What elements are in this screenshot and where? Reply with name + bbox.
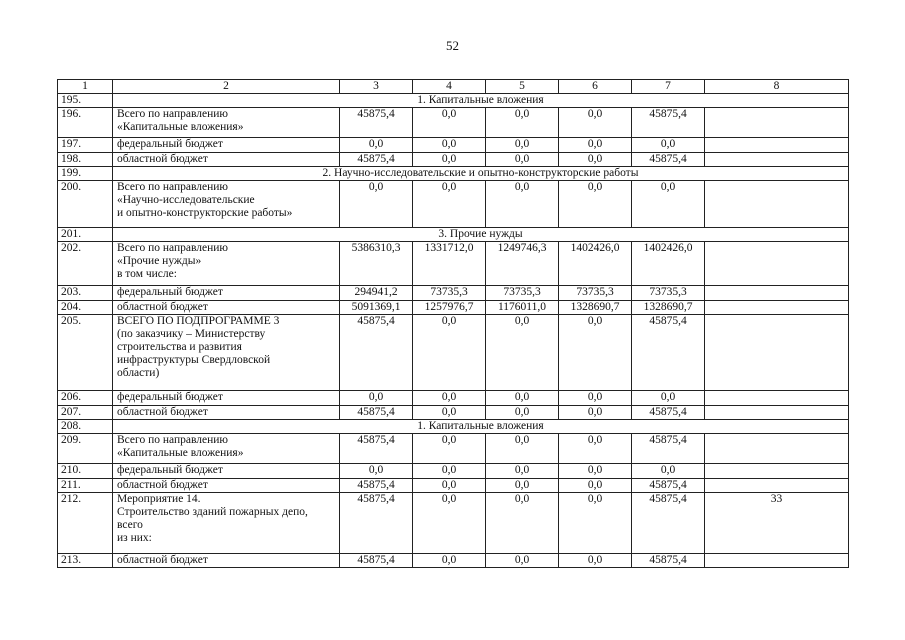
- value-cell: 73735,3: [559, 286, 632, 301]
- value-cell: 0,0: [486, 434, 559, 464]
- value-cell: 45875,4: [632, 479, 705, 493]
- value-cell: 0,0: [486, 315, 559, 391]
- value-cell: 45875,4: [632, 434, 705, 464]
- value-cell: 1257976,7: [413, 301, 486, 315]
- row-number: 200.: [58, 181, 113, 228]
- value-cell: 0,0: [559, 181, 632, 228]
- value-cell: 1331712,0: [413, 242, 486, 286]
- value-cell: 0,0: [559, 108, 632, 138]
- value-cell: 1328690,7: [559, 301, 632, 315]
- row-number: 196.: [58, 108, 113, 138]
- value-cell: 45875,4: [632, 406, 705, 420]
- row-name: Всего по направлению «Капитальные вложения»: [113, 434, 340, 464]
- value-cell: 0,0: [413, 493, 486, 554]
- table-row: [58, 315, 849, 391]
- value-cell: [705, 391, 849, 406]
- budget-table: [57, 79, 849, 568]
- table-row: [58, 301, 849, 315]
- table-row: [58, 434, 849, 464]
- row-number: 201.: [58, 228, 113, 242]
- table-row: [58, 108, 849, 138]
- section-title: 3. Прочие нужды: [113, 228, 849, 242]
- table-row: [58, 406, 849, 420]
- table-row: [58, 138, 849, 153]
- row-name: федеральный бюджет: [113, 286, 340, 301]
- row-name: Всего по направлению «Прочие нужды» в том числе:: [113, 242, 340, 286]
- value-cell: 45875,4: [632, 493, 705, 554]
- value-cell: 33: [705, 493, 849, 554]
- row-name: Всего по направлению «Научно-исследовательские и опытно-конструкторские работы»: [113, 181, 340, 228]
- value-cell: 0,0: [413, 181, 486, 228]
- row-name: Всего по направлению «Капитальные вложения»: [113, 108, 340, 138]
- value-cell: 0,0: [559, 315, 632, 391]
- table-row: [58, 391, 849, 406]
- row-name: областной бюджет: [113, 301, 340, 315]
- section-row: [58, 167, 849, 181]
- value-cell: 0,0: [486, 493, 559, 554]
- value-cell: [705, 286, 849, 301]
- value-cell: 45875,4: [632, 554, 705, 568]
- row-number: 208.: [58, 420, 113, 434]
- value-cell: 0,0: [486, 153, 559, 167]
- row-number: 207.: [58, 406, 113, 420]
- value-cell: [705, 554, 849, 568]
- row-number: 213.: [58, 554, 113, 568]
- column-header: 8: [705, 80, 849, 94]
- column-header: 6: [559, 80, 632, 94]
- value-cell: 0,0: [413, 554, 486, 568]
- column-header: 4: [413, 80, 486, 94]
- row-number: 204.: [58, 301, 113, 315]
- value-cell: 1249746,3: [486, 242, 559, 286]
- value-cell: 0,0: [559, 479, 632, 493]
- value-cell: [705, 315, 849, 391]
- value-cell: 0,0: [340, 391, 413, 406]
- value-cell: 1328690,7: [632, 301, 705, 315]
- value-cell: 45875,4: [340, 108, 413, 138]
- value-cell: 294941,2: [340, 286, 413, 301]
- row-name: областной бюджет: [113, 479, 340, 493]
- value-cell: [705, 153, 849, 167]
- row-number: 211.: [58, 479, 113, 493]
- table-row: [58, 493, 849, 554]
- row-name: областной бюджет: [113, 554, 340, 568]
- value-cell: 45875,4: [632, 315, 705, 391]
- value-cell: 45875,4: [632, 108, 705, 138]
- section-title: 1. Капитальные вложения: [113, 420, 849, 434]
- row-number: 209.: [58, 434, 113, 464]
- table-header-row: [58, 80, 849, 94]
- value-cell: 0,0: [559, 406, 632, 420]
- value-cell: 0,0: [632, 464, 705, 479]
- value-cell: 0,0: [486, 554, 559, 568]
- value-cell: 0,0: [486, 181, 559, 228]
- value-cell: 0,0: [559, 391, 632, 406]
- section-row: [58, 94, 849, 108]
- value-cell: 73735,3: [413, 286, 486, 301]
- row-name: федеральный бюджет: [113, 464, 340, 479]
- value-cell: 73735,3: [486, 286, 559, 301]
- value-cell: 0,0: [486, 479, 559, 493]
- value-cell: 0,0: [413, 315, 486, 391]
- value-cell: 0,0: [340, 464, 413, 479]
- value-cell: 45875,4: [340, 406, 413, 420]
- value-cell: 0,0: [340, 181, 413, 228]
- value-cell: 5386310,3: [340, 242, 413, 286]
- value-cell: 0,0: [413, 108, 486, 138]
- section-row: [58, 228, 849, 242]
- column-header: 1: [58, 80, 113, 94]
- value-cell: 0,0: [559, 464, 632, 479]
- table-row: [58, 479, 849, 493]
- value-cell: [705, 406, 849, 420]
- value-cell: 73735,3: [632, 286, 705, 301]
- value-cell: [705, 138, 849, 153]
- row-number: 210.: [58, 464, 113, 479]
- value-cell: 0,0: [486, 464, 559, 479]
- value-cell: 0,0: [413, 138, 486, 153]
- value-cell: 0,0: [632, 391, 705, 406]
- section-title: 1. Капитальные вложения: [113, 94, 849, 108]
- row-name: Мероприятие 14. Строительство зданий пожарных депо, всего из них:: [113, 493, 340, 554]
- column-header: 5: [486, 80, 559, 94]
- table-row: [58, 153, 849, 167]
- value-cell: 0,0: [559, 493, 632, 554]
- value-cell: 45875,4: [632, 153, 705, 167]
- row-name: федеральный бюджет: [113, 391, 340, 406]
- value-cell: [705, 464, 849, 479]
- section-row: [58, 420, 849, 434]
- table-row: [58, 181, 849, 228]
- row-number: 203.: [58, 286, 113, 301]
- table-row: [58, 554, 849, 568]
- table-row: [58, 242, 849, 286]
- value-cell: 0,0: [486, 108, 559, 138]
- value-cell: 0,0: [559, 153, 632, 167]
- row-number: 206.: [58, 391, 113, 406]
- value-cell: 0,0: [413, 391, 486, 406]
- value-cell: 0,0: [413, 464, 486, 479]
- column-header: 3: [340, 80, 413, 94]
- page-number: 52: [446, 38, 459, 53]
- row-number: 202.: [58, 242, 113, 286]
- row-number: 212.: [58, 493, 113, 554]
- value-cell: 5091369,1: [340, 301, 413, 315]
- value-cell: 45875,4: [340, 493, 413, 554]
- table-row: [58, 464, 849, 479]
- row-number: 205.: [58, 315, 113, 391]
- value-cell: [705, 434, 849, 464]
- section-title: 2. Научно-исследовательские и опытно-конструкторские работы: [113, 167, 849, 181]
- value-cell: 0,0: [559, 138, 632, 153]
- value-cell: [705, 181, 849, 228]
- value-cell: 45875,4: [340, 434, 413, 464]
- value-cell: 0,0: [413, 406, 486, 420]
- value-cell: 0,0: [413, 479, 486, 493]
- value-cell: 45875,4: [340, 479, 413, 493]
- value-cell: 0,0: [632, 181, 705, 228]
- row-name: федеральный бюджет: [113, 138, 340, 153]
- row-name: областной бюджет: [113, 153, 340, 167]
- table-row: [58, 286, 849, 301]
- value-cell: 1402426,0: [632, 242, 705, 286]
- value-cell: 0,0: [413, 153, 486, 167]
- value-cell: 45875,4: [340, 153, 413, 167]
- value-cell: 0,0: [559, 554, 632, 568]
- row-number: 199.: [58, 167, 113, 181]
- value-cell: 0,0: [486, 138, 559, 153]
- value-cell: 1402426,0: [559, 242, 632, 286]
- value-cell: 0,0: [413, 434, 486, 464]
- row-name: ВСЕГО ПО ПОДПРОГРАММЕ 3 (по заказчику – Министерству строительства и развития инфраструктуры Свердловской области): [113, 315, 340, 391]
- value-cell: 0,0: [486, 391, 559, 406]
- value-cell: 0,0: [559, 434, 632, 464]
- value-cell: 0,0: [486, 406, 559, 420]
- value-cell: 0,0: [632, 138, 705, 153]
- row-name: областной бюджет: [113, 406, 340, 420]
- value-cell: [705, 242, 849, 286]
- column-header: 2: [113, 80, 340, 94]
- value-cell: 45875,4: [340, 554, 413, 568]
- value-cell: [705, 479, 849, 493]
- value-cell: 0,0: [340, 138, 413, 153]
- row-number: 198.: [58, 153, 113, 167]
- column-header: 7: [632, 80, 705, 94]
- value-cell: [705, 301, 849, 315]
- row-number: 195.: [58, 94, 113, 108]
- row-number: 197.: [58, 138, 113, 153]
- value-cell: 45875,4: [340, 315, 413, 391]
- value-cell: [705, 108, 849, 138]
- value-cell: 1176011,0: [486, 301, 559, 315]
